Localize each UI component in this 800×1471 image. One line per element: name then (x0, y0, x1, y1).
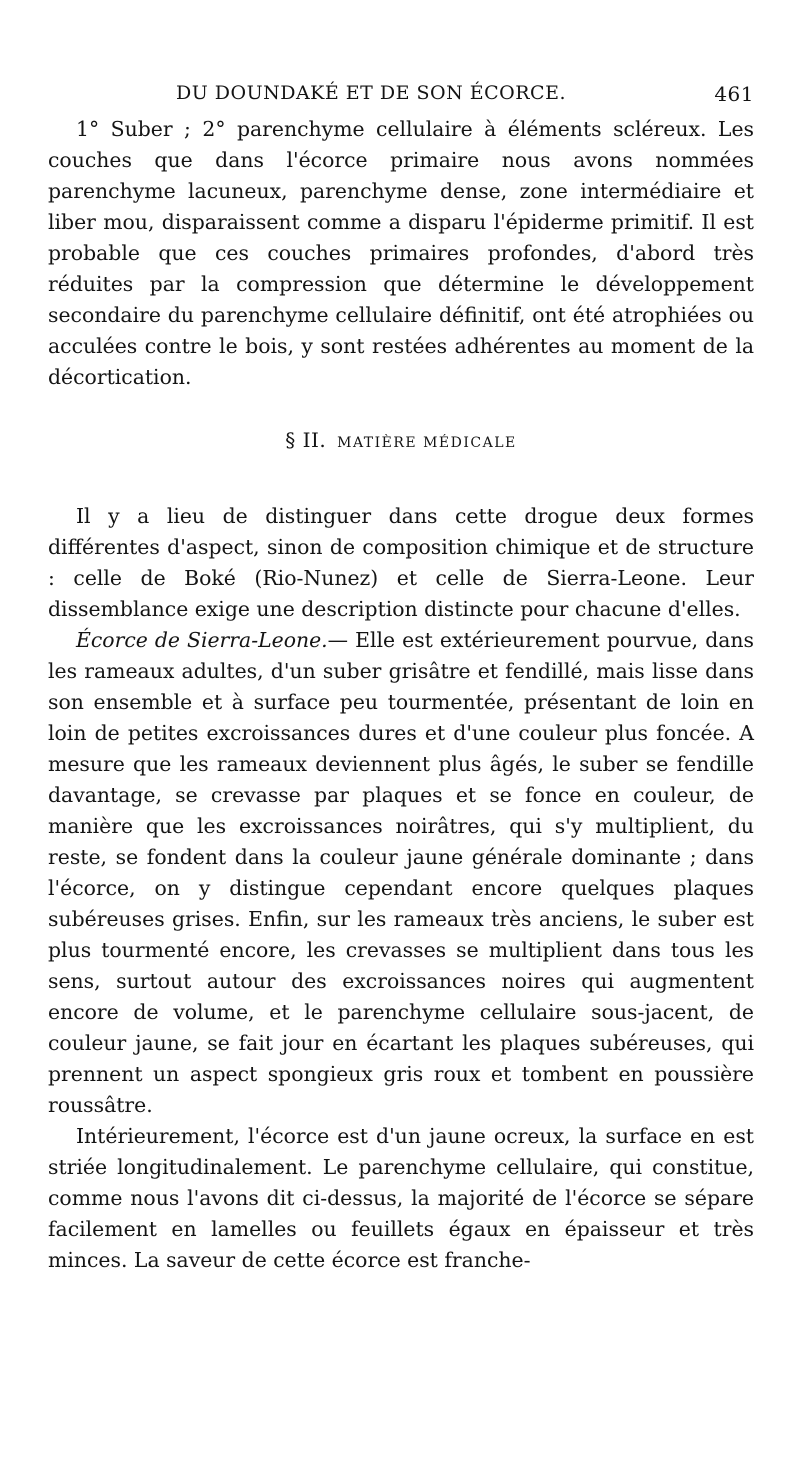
running-title: DU DOUNDAKÉ ET DE SON ÉCORCE. (175, 82, 566, 104)
paragraph-sierra-leone (48, 625, 754, 1121)
section-label: MATIÈRE MÉDICALE (337, 435, 517, 451)
sierra-leone-lead: Écorce de Sierra-Leone. (76, 628, 328, 652)
sierra-leone-text: — Elle est extérieurement pourvue, dans les rameaux adultes, d'un suber grisâtre et fendillé, mais lisse dans son ensemble et à surface peu tourmentée, présentant de loin en loin de petites excroissances dures et d'une couleur plus foncée. A mesure que les rameaux deviennent plus âgés, le suber se fendille davantage, se crevasse par plaques et se fonce en couleur, de manière que les excroissances noirâtres, qui s'y multiplient, du reste, se fondent dans la couleur jaune générale dominante ; dans l'écorce, on y distingue cependant encore quelques plaques subéreuses grises. Enfin, sur les rameaux très anciens, le suber est plus tourmenté encore, les crevasses se multiplient dans tous les sens, surtout autour des excroissances noires qui augmentent encore de volume, et le parenchyme cellulaire sous-jacent, de couleur jaune, se fait jour en écartant les plaques subéreuses, qui prennent un aspect spongieux gris roux et tombent en poussière roussâtre. (48, 628, 755, 1117)
paragraph-suber: 1° Suber ; 2° parenchyme cellulaire à éléments scléreux. Les couches que dans l'écorce primaire nous avons nommées parenchyme lacuneux, parenchyme dense, zone intermédiaire et liber mou, disparaissent comme a disparu l'épiderme primitif. Il est probable que ces couches primaires profondes, d'abord très réduites par la compression que détermine le développement secondaire du parenchyme cellulaire définitif, ont été atrophiées ou acculées contre le bois, y sont restées adhérentes au moment de la décortication. (48, 117, 754, 389)
section-heading (48, 425, 754, 459)
section-number: § II. (285, 428, 327, 452)
book-page (48, 74, 754, 1276)
body-text (48, 114, 754, 1276)
page-number: 461 (714, 82, 754, 106)
paragraph-interior: Intérieurement, l'écorce est d'un jaune ocreux, la surface en est striée longitudinalement. Le parenchyme cellulaire, qui constitue, comme nous l'avons dit ci-dessus, la majorité de l'écorce se sépare facilement en lamelles ou feuillets égaux en épaisseur et très minces. La saveur de cette écorce est franche- (48, 1124, 754, 1272)
paragraph-forms: Il y a lieu de distinguer dans cette drogue deux formes différentes d'aspect, sinon de composition chimique et de structure : celle de Boké (Rio-Nunez) et celle de Sierra-Leone. Leur dissemblance exige une description distincte pour chacune d'elles. (48, 504, 754, 621)
running-header (48, 74, 754, 114)
